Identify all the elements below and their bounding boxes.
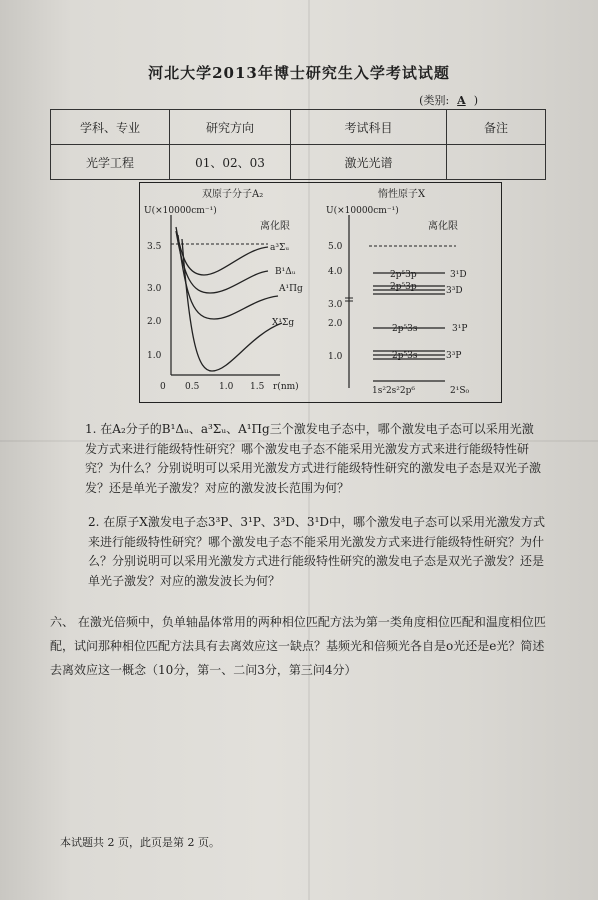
term-label-3-1p: 3¹P [452, 324, 468, 334]
table-row [51, 145, 546, 180]
page-footer: 本试题共 2 页，此页是第 2 页。 [60, 836, 220, 849]
state-label-a3-sigma: a³Σᵤ [270, 243, 289, 253]
term-label-3-3d: 3³D [446, 286, 463, 296]
question-1-text: 在A₂分子的B¹Δᵤ、a³Σᵤ、A¹Πg三个激发电子态中，哪个激发电子态可以采用光激发方式来进行能级特性研究？哪个激发电子态不能采用光激发方式来进行能级特性研究？为什么？分别说明可以采用光激发方式进行能级特性研究的激发电子态是双光子激发？还是单光子激发？对应的激发波长范围为何？ [85, 422, 542, 495]
left-xtick-1-0: 1.0 [219, 382, 234, 392]
exam-info-table [50, 109, 546, 180]
right-diagram-title: 惰性原子X [378, 189, 426, 200]
table-header-row [51, 110, 546, 145]
question-6-text: 在激光倍频中，负单轴晶体常用的两种相位匹配方法为第一类角度相位匹配和温度相位匹配，试问那种相位匹配方法具有去离效应这一缺点？基频光和倍频光各自是o光还是e光？简述去离效应这一概念（10分，第一、二问3分，第三问4分） [50, 615, 546, 677]
question-2-number: 2. [88, 515, 100, 529]
term-label-3-3p: 3³P [446, 351, 462, 361]
right-ytick-5-0: 5.0 [328, 242, 343, 252]
curve-b1-delta [176, 231, 268, 293]
cell-remarks [447, 145, 546, 180]
category-value: A [457, 94, 466, 107]
curve-a3-sigma [176, 227, 268, 275]
left-ytick-1-0: 1.0 [147, 351, 162, 361]
question-2 [88, 513, 546, 591]
right-ytick-3-0: 3.0 [328, 300, 343, 310]
state-label-b1-delta: B¹Δᵤ [275, 267, 296, 277]
category-label: (类别: [419, 94, 450, 107]
header-cell-remarks: 备注 [447, 110, 546, 145]
left-xtick-0-5: 0.5 [185, 382, 200, 392]
category-close: ) [473, 94, 478, 107]
config-label-2p5-3p-upper: 2p⁵3p [390, 270, 417, 280]
header-cell-subject: 考试科目 [291, 110, 447, 145]
term-label-3-1d: 3¹D [450, 270, 467, 280]
left-x-axis-label: r(nm) [273, 382, 299, 392]
cell-direction: 01、02、03 [170, 145, 291, 180]
question-2-text: 在原子X激发电子态3³P、3¹P、3³D、3¹D中，哪个激发电子态可以采用光激发方式来进行能级特性研究？哪个激发电子态不能采用光激发方式来进行能级特性研究？为什么？分别说明可以采用光激发方式进行能级特性研究的激发电子态是双光子激发？还是单光子激发？对应的激发波长为何？ [88, 515, 545, 588]
question-1 [85, 420, 545, 498]
question-6-number: 六、 [50, 615, 75, 629]
question-6 [50, 610, 550, 682]
left-diagram-title: 双原子分子A₂ [202, 189, 264, 200]
cell-major: 光学工程 [51, 145, 170, 180]
left-xtick-0: 0 [160, 382, 166, 392]
left-ytick-3-5: 3.5 [147, 242, 162, 252]
header-cell-direction: 研究方向 [170, 110, 291, 145]
config-label-ground: 1s²2s²2p⁶ [372, 386, 416, 396]
header-cell-major: 学科、专业 [51, 110, 170, 145]
config-label-2p5-3s-upper: 2p⁵3s [392, 324, 418, 334]
state-label-x1-sigma: X¹Σg [272, 318, 295, 328]
exam-category [419, 92, 478, 108]
state-label-a1-pi: A¹Πg [279, 284, 303, 294]
right-y-axis-label: U(×10000cm⁻¹) [326, 206, 399, 216]
right-ytick-1-0: 1.0 [328, 352, 343, 362]
config-label-2p5-3p-lower: 2p⁵3p [390, 282, 417, 292]
term-label-ground: 2¹S₀ [450, 386, 470, 396]
left-ytick-2-0: 2.0 [147, 317, 162, 327]
left-ytick-3-0: 3.0 [147, 284, 162, 294]
left-y-axis-label: U(×10000cm⁻¹) [144, 206, 217, 216]
right-ytick-2-0: 2.0 [328, 319, 343, 329]
left-xtick-1-5: 1.5 [250, 382, 265, 392]
right-ytick-4-0: 4.0 [328, 267, 343, 277]
exam-title: 河北大学2013年博士研究生入学考试试题 [148, 64, 450, 82]
energy-level-figure [139, 182, 502, 403]
question-1-number: 1. [85, 422, 97, 436]
energy-diagram-svg [140, 183, 503, 404]
curve-x1-sigma [182, 239, 282, 371]
config-label-2p5-3s-lower: 2p⁵3s [392, 351, 418, 361]
right-ionization-label: 离化限 [428, 221, 458, 232]
cell-subject: 激光光谱 [291, 145, 447, 180]
left-ionization-label: 离化限 [260, 221, 290, 232]
